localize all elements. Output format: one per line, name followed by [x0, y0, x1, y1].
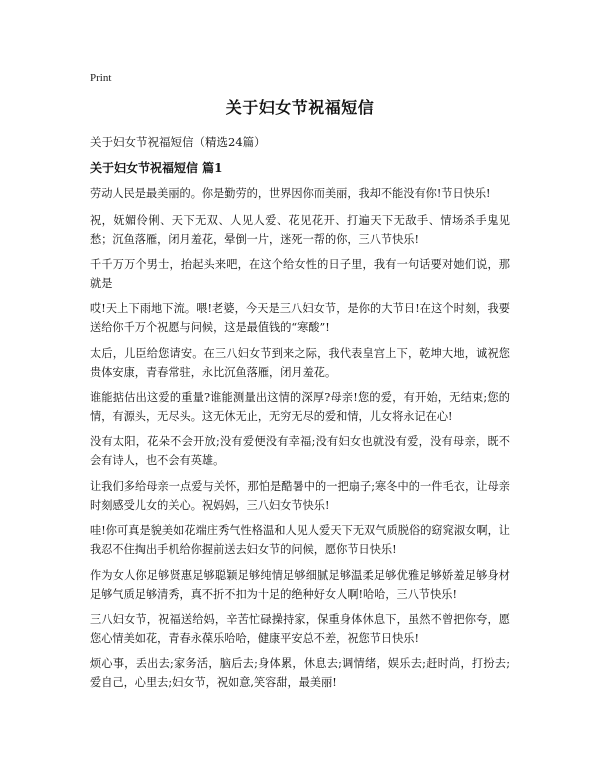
paragraph-9: 哇!你可真是貌美如花端庄秀气性格温和人见人爱天下无双气质脱俗的窈窕淑女啊，让我忍不住掏出手机给你握前送去妇女节的问候，愿你节日快乐! — [90, 524, 510, 556]
paragraph-7: 没有太阳，花朵不会开放;没有爱便没有幸福;没有妇女也就没有爱，没有母亲，既不会有诗人，也不会有英雄。 — [90, 435, 510, 467]
paragraph-11: 三八妇女节，祝福送给妈，辛苦忙碌操持家，保重身体休息下，虽然不曾把你夸，愿您心情美如花，青春永葆乐哈哈，健康平安总不差，祝您节日快乐! — [90, 613, 510, 645]
paragraph-5: 太后，儿臣给您请安。在三八妇女节到来之际，我代表皇宫上下，乾坤大地，诚祝您贵体安康，青春常驻，永比沉鱼落雁，闭月羞花。 — [90, 347, 510, 379]
paragraph-2: 祝，妩媚伶俐、天下无双、人见人爱、花见花开、打遍天下无敌手、情场杀手鬼见愁；沉鱼落雁，闭月羞花，晕倒一片，迷死一帮的你，三八节快乐! — [90, 214, 510, 246]
paragraph-12: 烦心事，丢出去;家务活，脑后去;身体累，休息去;调情绪，娱乐去;赶时尚，打扮去;爱自己，心里去;妇女节，祝如意,笑容甜，最美丽! — [90, 657, 510, 689]
paragraph-8: 让我们多给母亲一点爱与关怀，那怕是酷暑中的一把扇子;寒冬中的一件毛衣，让母亲时刻感受儿女的关心。祝妈妈，三八妇女节快乐! — [90, 480, 510, 512]
paragraph-1: 劳动人民是最美丽的。你是勤劳的，世界因你而美丽，我却不能没有你!节日快乐! — [90, 187, 491, 200]
document-subtitle: 关于妇女节祝福短信（精选24篇） — [90, 135, 266, 149]
section-heading: 关于妇女节祝福短信 篇1 — [90, 161, 223, 175]
document-title: 关于妇女节祝福短信 — [225, 98, 375, 117]
print-label: Print — [90, 72, 112, 84]
paragraph-3: 千千万万个男士，抬起头来吧，在这个给女性的日子里，我有一句话要对她们说，那就是 — [90, 258, 510, 290]
paragraph-6: 谁能掂估出这爱的重量?谁能测量出这情的深厚?母亲!您的爱，有开始，无结束;您的情，有源头，无尽头。这无休无止，无穷无尽的爱和情，儿女将永记在心! — [90, 391, 510, 423]
paragraph-4: 哎!天上下雨地下流。喂!老婆，今天是三八妇女节，是你的大节日!在这个时刻，我要送给你千万个祝愿与问候，这是最值钱的“寒酸”! — [90, 302, 510, 334]
paragraph-10: 作为女人你足够贤惠足够聪颖足够纯情足够细腻足够温柔足够优雅足够娇羞足够身材足够气质足够清秀，真不折不扣为十足的绝种好女人啊!哈哈，三八节快乐! — [90, 569, 510, 601]
